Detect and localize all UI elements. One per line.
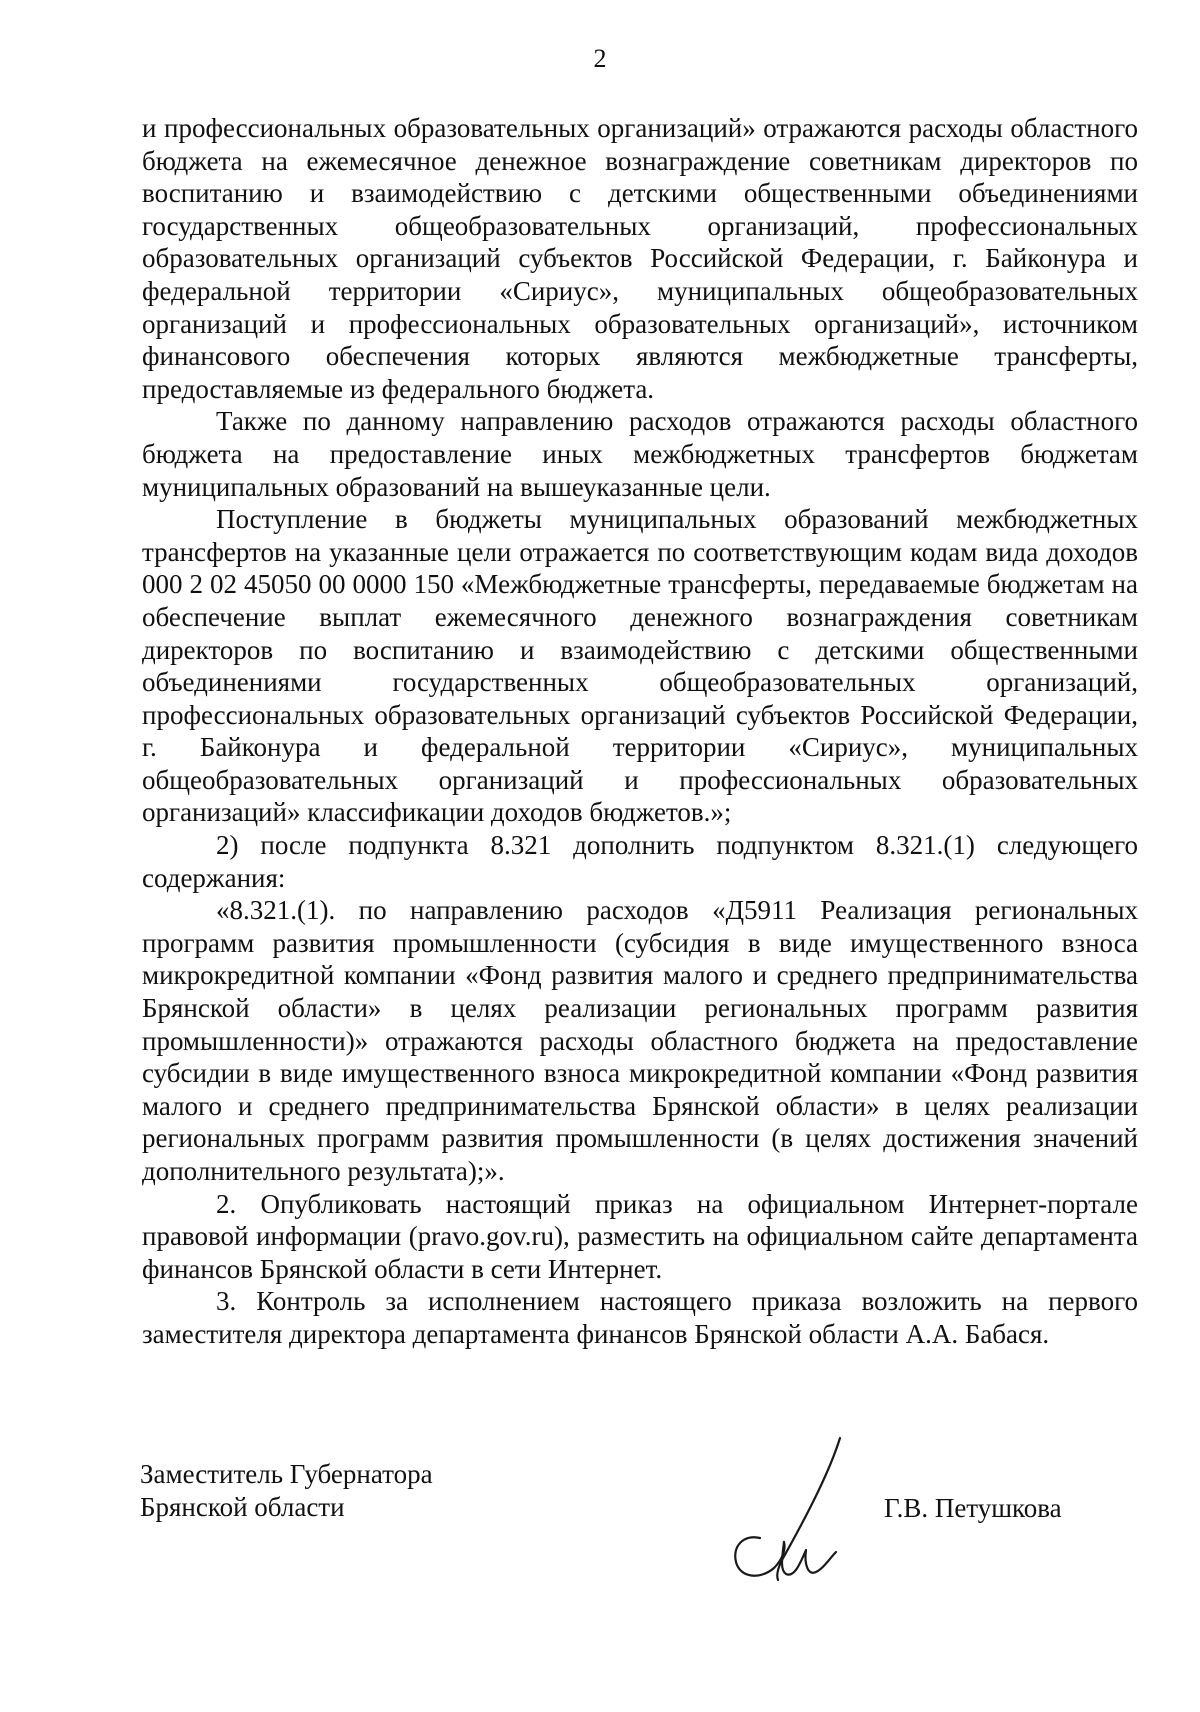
signatory-position-line2: Брянской области bbox=[140, 1492, 345, 1522]
paragraph-publish-order: 2. Опубликовать настоящий приказ на официальном Интернет-портале правовой информации (pravo.gov.ru), разместить на официальном сайте департамента финансов Брянской области в сети Интернет. bbox=[142, 1188, 1138, 1284]
page-number: 2 bbox=[593, 44, 607, 73]
paragraph-also-expenses: Также по данному направлению расходов отражаются расходы областного бюджета на предоставление иных межбюджетных трансфертов бюджетам муниципальных образований на вышеуказанные цели. bbox=[142, 406, 1138, 502]
signatory-position-line1: Заместитель Губернатора bbox=[140, 1459, 433, 1489]
handwritten-signature bbox=[720, 1430, 860, 1590]
document-body bbox=[142, 112, 1138, 1351]
paragraph-control: 3. Контроль за исполнением настоящего приказа возложить на первого заместителя директора департамента финансов Брянской области А.А. Бабася. bbox=[142, 1286, 1138, 1349]
paragraph-subpoint-8-321-1: «8.321.(1). по направлению расходов «Д5911 Реализация региональных программ развития промышленности (субсидия в виде имущественного взноса микрокредитной компании «Фонд развития малого и среднего предпринимательства Брянской области» в целях реализации региональных программ развития промышленности)» отражаются расходы областного бюджета на предоставление субсидии в виде имущественного взноса микрокредитной компании «Фонд развития малого и среднего предпринимательства Брянской области» в целях реализации региональных программ развития промышленности (в целях достижения значений дополнительного результата);». bbox=[142, 895, 1138, 1186]
paragraph-amendment-2: 2) после подпункта 8.321 дополнить подпунктом 8.321.(1) следующего содержания: bbox=[142, 830, 1138, 893]
paragraph-continuation: и профессиональных образовательных организаций» отражаются расходы областного бюджета на ежемесячное денежное вознаграждение советникам директоров по воспитанию и взаимодействию с детскими общественными объединениями государственных общеобразовательных организаций, профессиональных образовательных организаций субъектов Российской Федерации, г. Байконура и федеральной территории «Сириус», муниципальных общеобразовательных организаций и профессиональных образовательных организаций», источником финансового обеспечения которых являются межбюджетные трансферты, предоставляемые из федерального бюджета. bbox=[142, 113, 1138, 404]
signatory-position bbox=[140, 1458, 433, 1524]
signatory-name: Г.В. Петушкова bbox=[884, 1493, 1062, 1523]
paragraph-income-codes: Поступление в бюджеты муниципальных образований межбюджетных трансфертов на указанные цели отражается по соответствующим кодам вида доходов 000 2 02 45050 00 0000 150 «Межбюджетные трансферты, передаваемые бюджетам на обеспечение выплат ежемесячного денежного вознаграждения советникам директоров по воспитанию и взаимодействию с детскими общественными объединениями государственных общеобразовательных организаций, профессиональных образовательных организаций субъектов Российской Федерации, г. Байконура и федеральной территории «Сириус», муниципальных общеобразовательных организаций и профессиональных образовательных организаций» классификации доходов бюджетов.»; bbox=[142, 504, 1138, 828]
